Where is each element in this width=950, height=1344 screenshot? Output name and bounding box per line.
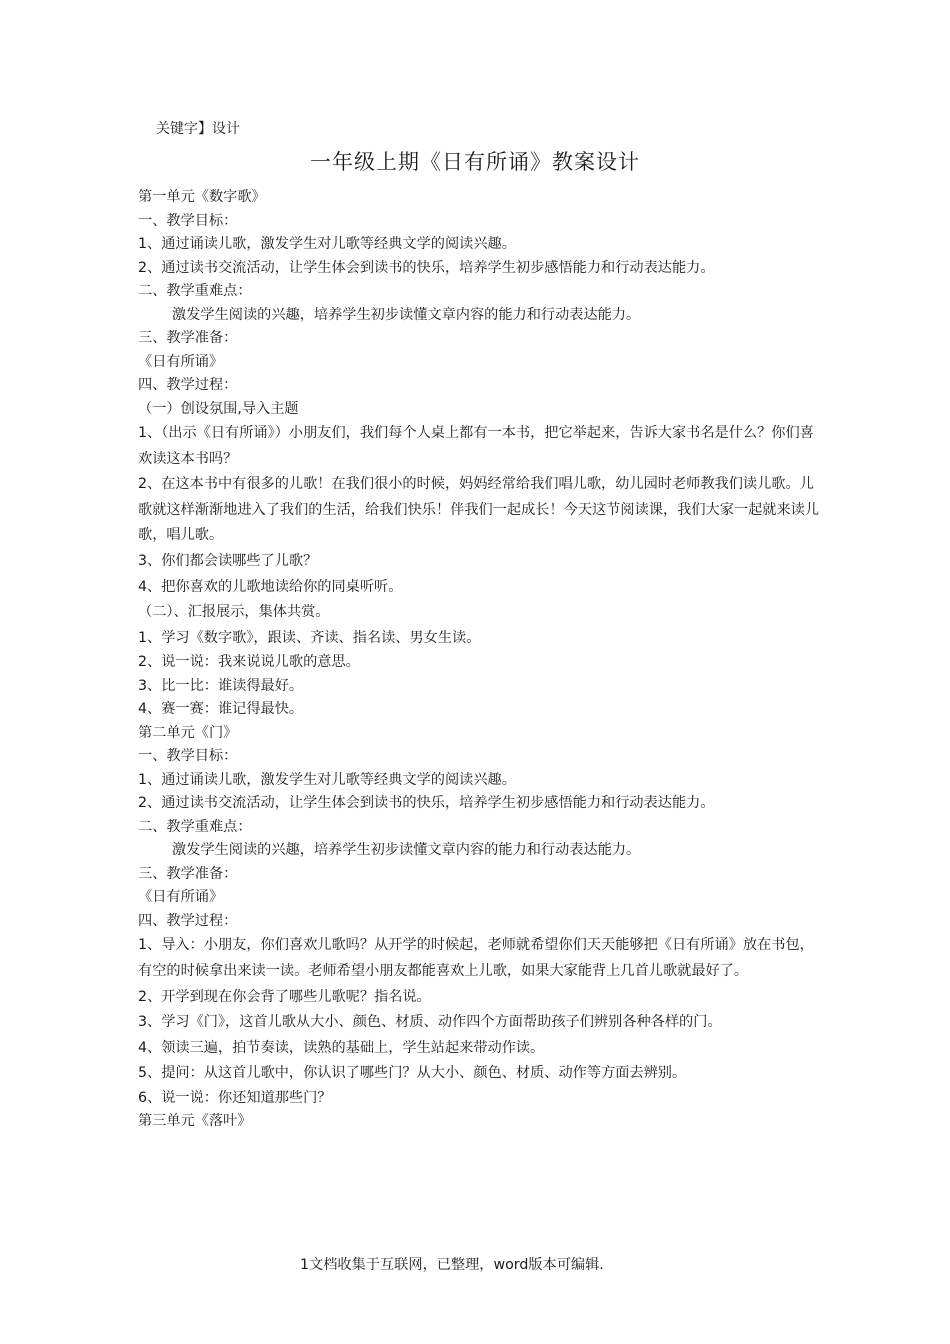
document-body bbox=[138, 186, 828, 1134]
list-item: 3、学习《门》，这首儿歌从大小、颜色、材质、动作四个方面帮助孩子们辨别各种各样的门。 bbox=[138, 1014, 722, 1031]
list-item: 5、提问：从这首儿歌中，你认识了哪些门？从大小、颜色、材质、动作等方面去辨别。 bbox=[138, 1065, 687, 1082]
section-heading: 二、教学重难点： bbox=[138, 283, 252, 299]
paragraph: 《日有所诵》 bbox=[138, 353, 224, 370]
list-item: 4、赛一赛：谁记得最快。 bbox=[138, 701, 304, 718]
list-item: 4、领读三遍，拍节奏读，读熟的基础上，学生站起来带动作读。 bbox=[138, 1039, 545, 1056]
list-item: 2、通过读书交流活动，让学生体会到读书的快乐，培养学生初步感悟能力和行动表达能力。 bbox=[138, 259, 715, 276]
section-heading: 三、教学准备： bbox=[138, 865, 238, 882]
list-item: 1、学习《数字歌》，跟读、齐读、指名读、男女生读。 bbox=[138, 629, 481, 646]
list-item: 4、把你喜欢的儿歌地读给你的同桌听听。 bbox=[138, 578, 403, 595]
list-item: 3、比一比：谁读得最好。 bbox=[138, 677, 304, 694]
section-heading: 二、教学重难点： bbox=[138, 818, 252, 835]
unit-heading: 第三单元《落叶》 bbox=[138, 1113, 252, 1130]
list-item: 2、开学到现在你会背了哪些儿歌呢？指名说。 bbox=[138, 988, 431, 1005]
subsection-heading: （一）创设氛围,导入主题 bbox=[138, 400, 299, 417]
keyword-line: 关键字】设计 bbox=[156, 121, 240, 137]
section-heading: 一、教学目标： bbox=[138, 212, 238, 229]
paragraph: 《日有所诵》 bbox=[138, 889, 224, 906]
indented-paragraph: 激发学生阅读的兴趣，培养学生初步读懂文章内容的能力和行动表达能力。 bbox=[172, 306, 641, 323]
unit-heading: 第一单元《数字歌》 bbox=[138, 189, 266, 205]
list-item: 3、你们都会读哪些了儿歌？ bbox=[138, 552, 318, 569]
list-item: 1、通过诵读儿歌，激发学生对儿歌等经典文学的阅读兴趣。 bbox=[138, 771, 516, 788]
list-item: 1、（出示《日有所诵》）小朋友们，我们每个人桌上都有一本书，把它举起来，告诉大家书名是什么？你们喜欢读这本书吗？ bbox=[138, 425, 814, 467]
footer-note: 1文档收集于互联网，已整理，word版本可编辑. bbox=[300, 1257, 604, 1273]
section-heading: 四、教学过程： bbox=[138, 377, 238, 393]
subsection-heading: （二）、汇报展示，集体共赏。 bbox=[138, 604, 330, 621]
list-item: 2、通过读书交流活动，让学生体会到读书的快乐，培养学生初步感悟能力和行动表达能力。 bbox=[138, 795, 715, 812]
list-item: 1、导入：小朋友，你们喜欢儿歌吗？从开学的时候起，老师就希望你们天天能够把《日有所诵》放在书包，有空的时候拿出来读一读。老师希望小朋友都能喜欢上儿歌，如果大家能背上几首儿歌就最好了。 bbox=[138, 937, 814, 979]
list-item: 1、通过诵读儿歌，激发学生对儿歌等经典文学的阅读兴趣。 bbox=[138, 236, 516, 252]
section-heading: 一、教学目标： bbox=[138, 748, 238, 765]
section-heading: 三、教学准备： bbox=[138, 330, 238, 346]
indented-paragraph: 激发学生阅读的兴趣，培养学生初步读懂文章内容的能力和行动表达能力。 bbox=[172, 842, 641, 859]
list-item: 6、说一说：你还知道那些门？ bbox=[138, 1089, 332, 1106]
list-item: 2、在这本书中有很多的儿歌！在我们很小的时候，妈妈经常给我们唱儿歌，幼儿园时老师教我们读儿歌。儿歌就这样渐渐地进入了我们的生活，给我们快乐！伴我们一起成长！今天这节阅读课，我们大家一起就来读儿歌，唱儿歌。 bbox=[138, 476, 820, 544]
list-item: 2、说一说：我来说说儿歌的意思。 bbox=[138, 654, 360, 671]
section-heading: 四、教学过程： bbox=[138, 912, 238, 929]
document-title: 一年级上期《日有所诵》教案设计 bbox=[310, 150, 640, 174]
unit-heading: 第二单元《门》 bbox=[138, 724, 238, 741]
